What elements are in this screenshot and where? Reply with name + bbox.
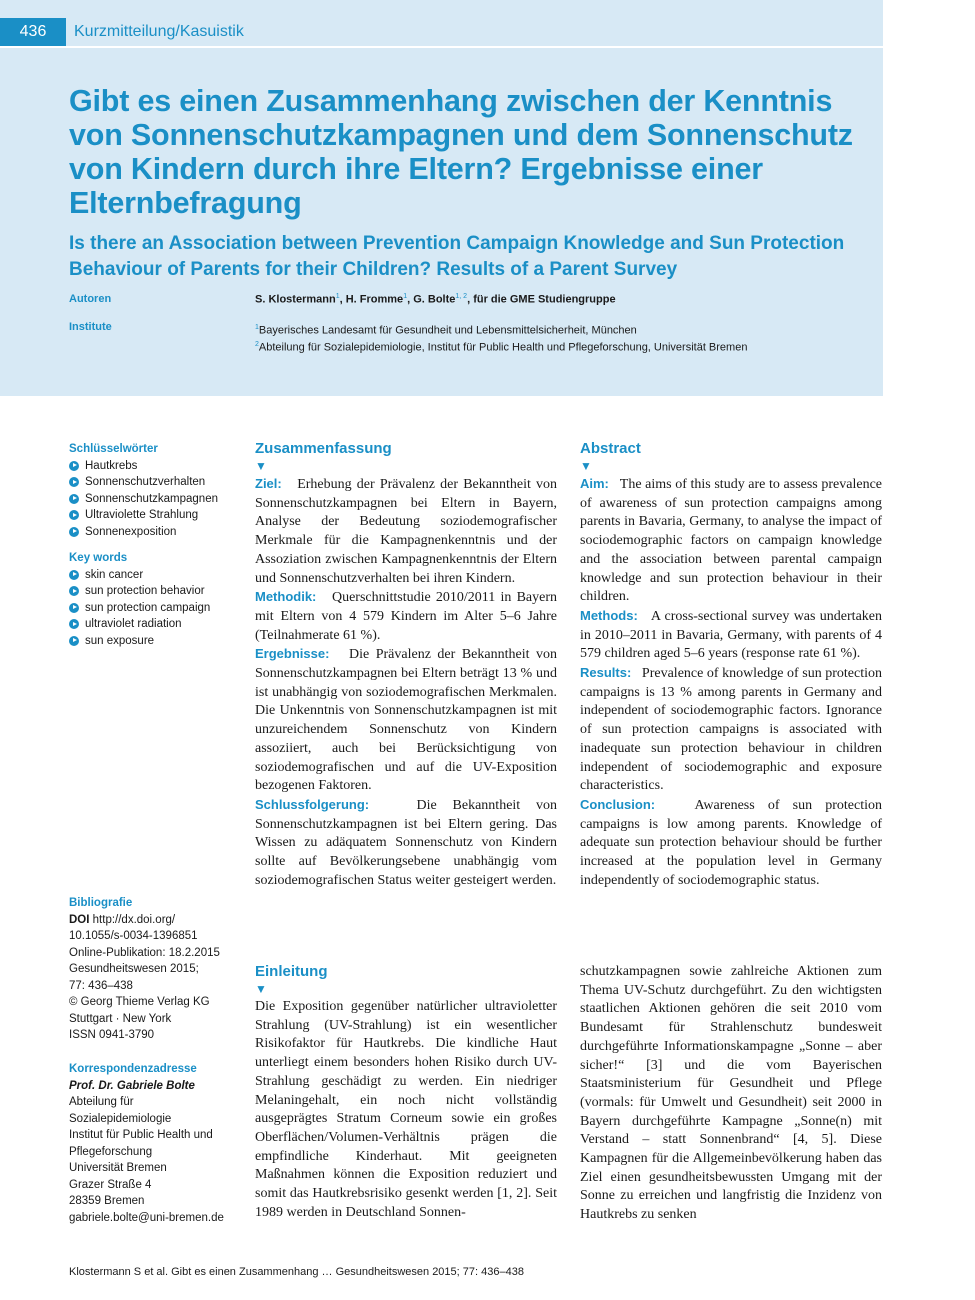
- zusammenfassung-heading: Zusammenfassung: [255, 440, 392, 457]
- authors-label: Autoren: [69, 293, 112, 305]
- keyword-text: sun protection campaign: [85, 601, 211, 614]
- arrow-bullet-icon: [69, 570, 79, 580]
- keyword-text: ultraviolet radiation: [85, 618, 182, 630]
- conclusion-label: Conclusion:: [580, 796, 656, 812]
- triangle-down-icon: ▼: [255, 982, 267, 996]
- keyword-item: [69, 491, 239, 508]
- keywords-en-heading: Key words: [69, 552, 128, 564]
- doi-value[interactable]: 10.1055/s-0034-1396851: [69, 930, 198, 942]
- keyword-text: Sonnenexposition: [85, 525, 177, 538]
- schluss-paragraph: [255, 796, 557, 891]
- keyword-text: Hautkrebs: [85, 459, 138, 472]
- methods-label: Methods:: [580, 607, 638, 623]
- results-paragraph: [580, 664, 882, 796]
- triangle-down-icon: ▼: [580, 459, 592, 473]
- institute-item: [255, 321, 747, 338]
- biblio-line: Online-Publikation: 18.2.2015: [69, 946, 220, 959]
- keywords-en-list: [69, 567, 239, 650]
- institutes-list: [255, 321, 747, 354]
- results-text: Prevalence of knowledge of sun protection campaigns is 13 % among parents in Germany and independent of sociodemographic factors. Ignorance of sun protection campaigns is associated with inadequate sun protection behaviour in children independent of sociodemographic and exposure characteristics.: [580, 666, 882, 794]
- ziel-text: Erhebung der Prävalenz der Bekanntheit von Sonnenschutzkampagnen bei Eltern in Bayern, Analyse der Bedeutung soziodemografischer Merkmale für die Kampagnenkenntnis und der Assoziation zwischen Kampagnenkenntnis der Eltern und Sonnenschutzverhalten bei ihren Kindern.: [255, 477, 557, 586]
- biblio-line: ISSN 0941-3790: [69, 1029, 155, 1041]
- arrow-bullet-icon: [69, 586, 79, 596]
- bibliography-box: [69, 895, 244, 1044]
- arrow-bullet-icon: [69, 494, 79, 504]
- keyword-text: sun exposure: [85, 634, 155, 647]
- keyword-item: [69, 458, 239, 475]
- einleitung-paragraph-continued: schutzkampagnen sowie zahlreiche Aktionen zum Thema UV-Schutz durchgeführt. Zu den wichtigsten staatlichen Aktionen gehören die seit 2010 vom Bundesamt für Strahlenschutz bundesweit durchgeführte Informationskampagne „Sonne – aber sicher!“ [3] und die vom Bayerischen Staatsministerium für Gesundheit und Pflege (vormals: für Umwelt und Gesundheit) seit 2000 in Bayern durchgeführte Kampagne „Sonne(n) mit Verstand – statt Sonnenbrand“ [4, 5]. Diese Kampagnen für die Allgemeinbevölkerung haben das Ziel einen gesundheitsbewussten Umgang mit der Sonne zu erreichen und langfristig die Inzidenz von Hautkrebs zu senken: [580, 964, 882, 1223]
- page-number: 436: [0, 18, 66, 46]
- address-line: Institut für Public Health und: [69, 1129, 213, 1141]
- conclusion-paragraph: [580, 796, 882, 891]
- arrow-bullet-icon: [69, 461, 79, 471]
- arrow-bullet-icon: [69, 510, 79, 520]
- keyword-item: [69, 507, 239, 524]
- keyword-text: Sonnenschutzverhalten: [85, 476, 206, 488]
- keyword-item: [69, 524, 239, 541]
- biblio-line: © Georg Thieme Verlag KG: [69, 996, 210, 1008]
- keyword-item: [69, 583, 239, 600]
- section-label: Kurzmitteilung/Kasuistik: [74, 23, 244, 40]
- aim-label: Aim:: [580, 476, 609, 491]
- correspondence-name: Prof. Dr. Gabriele Bolte: [69, 1079, 195, 1092]
- methods-text: A cross-sectional survey was undertaken in 2010–2011 in Bavaria, Germany, with parents of 4 579 children aged 5–6 years (response rate 61 %).: [580, 608, 882, 662]
- doi-link[interactable]: http://dx.doi.org/: [92, 913, 176, 926]
- email-link[interactable]: gabriele.bolte@uni-bremen.de: [69, 1211, 224, 1224]
- doi-line: [69, 912, 244, 929]
- author-name: S. Klostermann: [255, 293, 336, 306]
- keyword-item: [69, 616, 239, 633]
- author-name: H. Fromme: [345, 293, 404, 306]
- keyword-item: [69, 474, 239, 491]
- keyword-item: [69, 633, 239, 650]
- institute-item: [255, 338, 747, 355]
- authors-line: S. Klostermann$^1$, H. Fromme$^1$, G. Bolte$^{1, 2}$, für die GME Studiengruppe: [255, 293, 616, 306]
- author-affiliation: 1, 2: [455, 293, 468, 300]
- address-line: Grazer Straße 4: [69, 1178, 152, 1191]
- institute-text: Abteilung für Sozialepidemiologie, Institut für Public Health und Pflegeforschung, Universität Bremen: [258, 341, 748, 354]
- address-line: 28359 Bremen: [69, 1195, 145, 1207]
- biblio-line: Stuttgart · New York: [69, 1012, 172, 1025]
- section-divider: [0, 46, 883, 48]
- author-name: G. Bolte: [413, 293, 456, 306]
- keywords-sidebar: [69, 441, 239, 659]
- methods-paragraph: [580, 607, 882, 664]
- institute-number: 2: [255, 340, 259, 348]
- biblio-line: Gesundheitswesen 2015;: [69, 963, 199, 975]
- arrow-bullet-icon: [69, 527, 79, 537]
- address-line: Pflegeforschung: [69, 1145, 153, 1158]
- footer-citation: Klostermann S et al. Gibt es einen Zusammenhang … Gesundheitswesen 2015; 77: 436–438: [69, 1266, 524, 1278]
- correspondence-box: [69, 1061, 244, 1226]
- address-line: Sozialepidemiologie: [69, 1112, 172, 1125]
- einleitung-section: [255, 962, 557, 1222]
- methodik-paragraph: [255, 588, 557, 645]
- arrow-bullet-icon: [69, 619, 79, 629]
- methodik-label: Methodik:: [255, 589, 317, 605]
- keyword-text: sun protection behavior: [85, 585, 205, 597]
- schluss-text: Die Bekanntheit von Sonnenschutzkampagnen ist bei Eltern gering. Das Wissen zu adäquatem Sonnenschutz von Kindern sollte auf Bevölkerungsebene unabhängig vom soziodemografischen Status weiter gesteigert werden.: [255, 797, 557, 888]
- abstract-heading: Abstract: [580, 440, 641, 457]
- keywords-de-list: [69, 458, 239, 541]
- address-line: Abteilung für: [69, 1096, 134, 1108]
- ziel-paragraph: [255, 475, 557, 588]
- ergebnisse-paragraph: [255, 645, 557, 796]
- aim-paragraph: [580, 475, 882, 607]
- bibliography-heading: Bibliografie: [69, 897, 133, 909]
- abstract-section: [580, 439, 882, 890]
- ergebnisse-text: Die Prävalenz der Bekanntheit von Sonnenschutzkampagnen bei Eltern beträgt 13 % und ist unabhängig von soziodemografischen Merkmalen. Die Unkenntnis von Sonnenschutzkampagnen ist mit unzureichendem Sonnenschutz von Kindern assoziiert, auch bei Berücksichtigung von soziodemografischen und auf die UV-Exposition bezogenen Faktoren.: [255, 647, 557, 794]
- results-label: Results:: [580, 665, 632, 681]
- keyword-item: [69, 600, 239, 617]
- aim-text: The aims of this study are to assess prevalence of awareness of sun protection campaigns among parents in Bavaria, Germany, to analyse the impact of sociodemographic factors on campaign knowledge and the association between parental campaign knowledge and sun protection behaviour in their children.: [580, 477, 882, 605]
- einleitung-heading: Einleitung: [255, 963, 328, 980]
- keywords-de-heading: Schlüsselwörter: [69, 443, 158, 455]
- einleitung-continued: [580, 963, 882, 1225]
- einleitung-paragraph: Die Exposition gegenüber natürlicher ultravioletter Strahlung (UV-Strahlung) ist ein wesentlicher Risikofaktor für Hautkrebs. Die kindliche Haut unterliegt einem besonders hohen Risiko durch UV-Strahlung geschädigt zu werden. Ein niedriger Melaningehalt, ein noch nicht vollständig ausgeprägtes Stratum Corneum sowie ein großes Oberflächen/Volumen-Verhältnis prägen die empfindliche Kinderhaut. Mit geeigneten Maßnahmen können die Exposition reduziert und somit das Hautkrebsrisiko gesenkt werden [1, 2]. Seit 1989 werden in Deutschland Sonnen-: [255, 999, 557, 1220]
- biblio-line: 77: 436–438: [69, 979, 133, 992]
- address-line: Universität Bremen: [69, 1162, 167, 1174]
- doi-label: DOI: [69, 913, 90, 926]
- ergebnisse-label: Ergebnisse:: [255, 646, 330, 662]
- title-german: Gibt es einen Zusammenhang zwischen der Kenntnis von Sonnenschutzkampagnen und dem Sonnenschutz von Kindern durch ihre Eltern? Ergebnisse einer Elternbefragung: [69, 84, 853, 220]
- keyword-text: Ultraviolette Strahlung: [85, 509, 199, 521]
- triangle-down-icon: ▼: [255, 459, 267, 473]
- institute-text: Bayerisches Landesamt für Gesundheit und Lebensmittelsicherheit, München: [258, 324, 637, 337]
- title-english: Is there an Association between Prevention Campaign Knowledge and Sun Protection Behaviour of Parents for their Children? Results of a Parent Survey: [69, 233, 845, 280]
- keyword-text: Sonnenschutzkampagnen: [85, 492, 218, 505]
- institute-number: 1: [255, 324, 259, 331]
- conclusion-text: Awareness of sun protection campaigns is low among parents. Knowledge of adequate sun protection behaviour should be further increased at the population level in Germany independently of sociodemographic status.: [580, 797, 882, 888]
- arrow-bullet-icon: [69, 603, 79, 613]
- keyword-item: [69, 567, 239, 584]
- methodik-text: Querschnittstudie 2010/2011 in Bayern mit Eltern von 4 579 Kindern im Alter 5–6 Jahre (Teilnahmerate 61 %).: [255, 590, 557, 643]
- zusammenfassung-section: [255, 439, 557, 890]
- correspondence-heading: Korrespondenzadresse: [69, 1063, 197, 1075]
- author-affiliation: 1: [335, 293, 340, 300]
- authors-suffix: , für die GME Studiengruppe: [467, 293, 616, 306]
- institutes-label: Institute: [69, 321, 112, 333]
- arrow-bullet-icon: [69, 477, 79, 487]
- ziel-label: Ziel:: [255, 476, 282, 491]
- author-affiliation: 1: [403, 293, 408, 300]
- keyword-text: skin cancer: [85, 568, 144, 581]
- schluss-label: Schlussfolgerung:: [255, 796, 370, 812]
- arrow-bullet-icon: [69, 636, 79, 646]
